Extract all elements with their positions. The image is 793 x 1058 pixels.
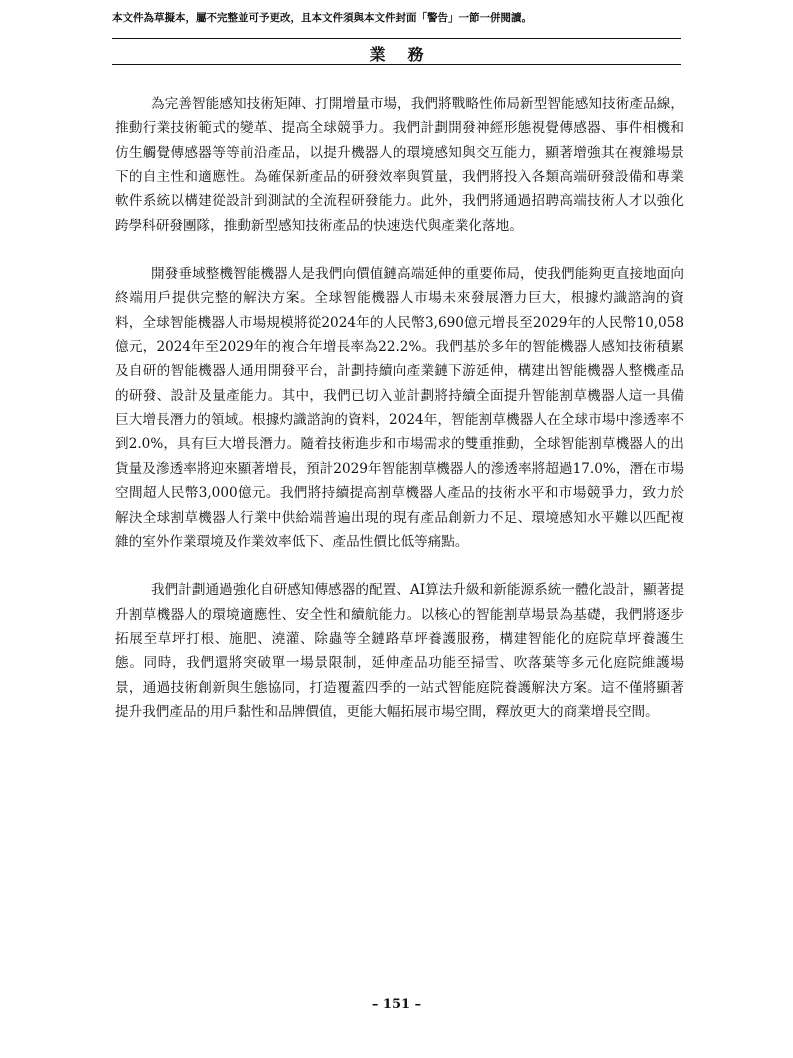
header-rule-bottom	[112, 64, 681, 65]
section-title: 業務	[369, 45, 446, 64]
header-rule-top	[112, 38, 681, 39]
paragraph-vertical-robots: 開發垂域整機智能機器人是我們向價值鏈高端延伸的重要佈局，使我們能夠更直接地面向終端用戶提供完整的解決方案。全球智能機器人市場未來發展潛力巨大，根據灼識諮詢的資料，全球智能機器人市場規模將從2024年的人民幣3,690億元增長至2029年的人民幣10,058億元，2024年至2029年的複合年增長率為22.2%。我們基於多年的智能機器人感知技術積累及自研的智能機器人通用開發平台，計劃持續向產業鏈下游延伸，構建出智能機器人整機產品的研發、設計及量產能力。其中，我們已切入並計劃將持續全面提升智能割草機器人這一具備巨大增長潛力的領域。根據灼識諮詢的資料，2024年，智能割草機器人在全球市場中滲透率不到2.0%，具有巨大增長潛力。隨着技術進步和市場需求的雙重推動，全球智能割草機器人的出貨量及滲透率將迎來顯著增長，預計2029年智能割草機器人的滲透率將超過17.0%，潛在市場空間超人民幣3,000億元。我們將持續提高割草機器人產品的技術水平和市場競爭力，致力於解決全球割草機器人行業中供給端普遍出現的現有產品創新力不足、環境感知水平難以匹配複雜的室外作業環境及作業效率低下、產品性價比低等痛點。	[115, 266, 684, 550]
draft-disclaimer: 本文件為草擬本，屬不完整並可予更改，且本文件須與本文件封面「警告」一節一併閱讀。	[112, 12, 532, 24]
paragraph-sensing-technology: 為完善智能感知技術矩陣、打開增量市場，我們將戰略性佈局新型智能感知技術產品線，推動行業技術範式的變革、提高全球競爭力。我們計劃開發神經形態視覺傳感器、事件相機和仿生觸覺傳感器等等前沿產品，以提升機器人的環境感知與交互能力，顯著增強其在複雜場景下的自主性和適應性。為確保新產品的研發效率與質量，我們將投入各類高端研發設備和專業軟件系統以構建從設計到測試的全流程研發能力。此外，我們將通過招聘高端技術人才以強化跨學科研發團隊，推動新型感知技術產品的快速迭代與產業化落地。	[115, 96, 684, 234]
page-number: – 151 –	[371, 997, 422, 1012]
body-text	[115, 92, 684, 748]
paragraph-lawn-mowing-plan: 我們計劃通過強化自研感知傳感器的配置、AI算法升級和新能源系統一體化設計，顯著提升割草機器人的環境適應性、安全性和續航能力。以核心的智能割草場景為基礎，我們將逐步拓展至草坪打根、施肥、澆灌、除蟲等全鏈路草坪養護服務，構建智能化的庭院草坪養護生態。同時，我們還將突破單一場景限制，延伸產品功能至掃雪、吹落葉等多元化庭院維護場景，通過技術創新與生態協同，打造覆蓋四季的一站式智能庭院養護解決方案。這不僅將顯著提升我們產品的用戶黏性和品牌價值，更能大幅拓展市場空間，釋放更大的商業增長空間。	[115, 582, 684, 720]
